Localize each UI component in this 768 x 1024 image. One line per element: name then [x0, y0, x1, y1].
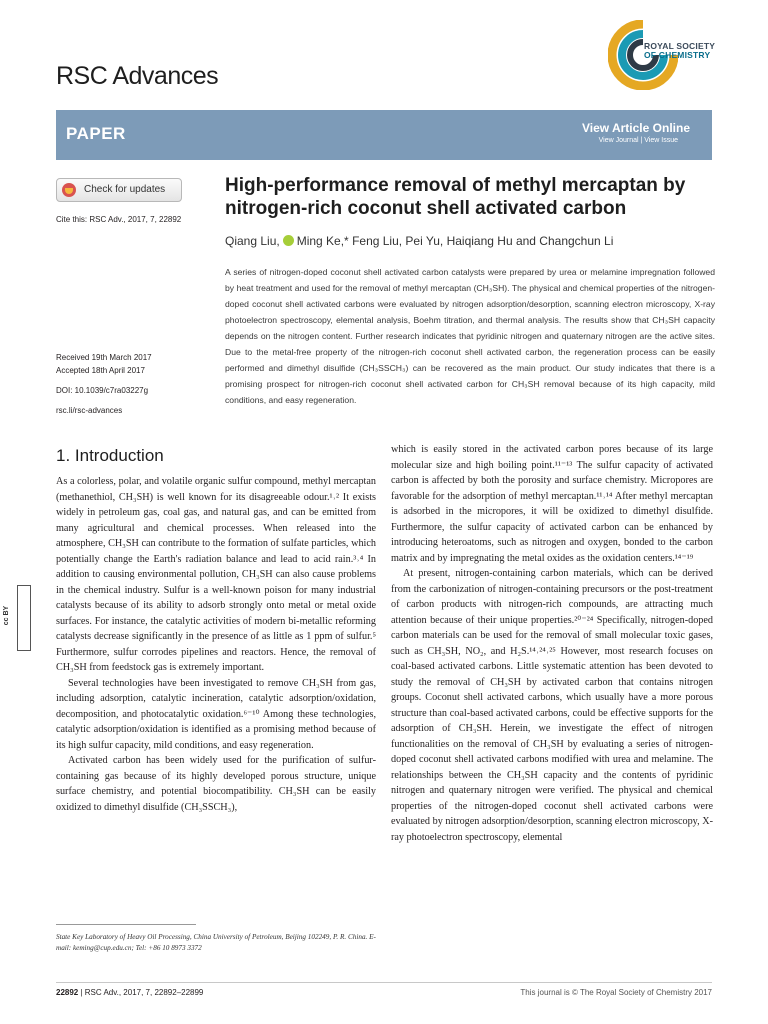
crossmark-icon — [62, 183, 76, 197]
footer-citation — [56, 988, 203, 997]
rsc-logo[interactable] — [608, 20, 718, 90]
cite-this: Cite this: RSC Adv., 2017, 7, 22892 — [56, 215, 182, 224]
logo-text — [644, 42, 715, 60]
page-number: 22892 — [56, 988, 79, 997]
logo-line-2: OF CHEMISTRY — [644, 50, 711, 60]
journal-url[interactable]: rsc.li/rsc-advances — [56, 406, 123, 415]
author-list — [225, 234, 613, 248]
body-column-right — [391, 442, 713, 845]
doi[interactable]: DOI: 10.1039/c7ra03227g — [56, 386, 149, 395]
logo-line-1: ROYAL SOCIETY — [644, 41, 716, 51]
cc-by-license-badge[interactable] — [3, 585, 31, 651]
cc-by-icon: cc BY — [3, 605, 11, 626]
paragraph: which is easily stored in the activated carbon pores because of its large molecular size and high boiling point.¹¹⁻¹³ The sulfur capacity of activated carbon is affected by both the porosity and surface chemistry. Micropores are favorable for the adsorption of methyl mercaptan.¹¹˒¹⁴ After methyl mercaptan is adsorbed in the micropores, it will be oxidized to dimethyl disulfide. Furthermore, the sulfur capacity of activated carbon can be enhanced by introducing heteroatoms, such as nitrogen and oxygen, bonded to the carbon matrix and by impregnating the metal oxides as the oxidation centers.¹⁴⁻¹⁹ — [391, 444, 713, 564]
check-for-updates-label: Check for updates — [84, 184, 166, 195]
footer-journal-ref: | RSC Adv., 2017, 7, 22892–22899 — [78, 988, 204, 997]
accepted-date: Accepted 18th April 2017 — [56, 366, 145, 375]
journal-title: RSC Advances — [56, 62, 219, 90]
footnote-divider — [56, 924, 196, 925]
author-first: Qiang Liu, — [225, 234, 280, 248]
view-article-online-link[interactable]: View Article Online — [581, 121, 690, 135]
paragraph: Activated carbon has been widely used for the purification of sulfur-containing gas because of its highly developed porous structure, unique surface chemistry, and potential biocompatibility. CH₃SH can be easily oxidized to dimethyl disulfide (CH₃SSCH₃), — [56, 755, 376, 813]
received-date: Received 19th March 2017 — [56, 353, 152, 362]
article-type-banner — [56, 110, 712, 160]
section-heading-introduction: 1. Introduction — [56, 446, 164, 465]
orcid-icon[interactable] — [283, 235, 294, 246]
abstract: A series of nitrogen-doped coconut shell activated carbon catalysts were prepared by urea or melamine impregnation followed by heat treatment and used for the removal of methyl mercaptan (CH₃SH). The physical and chemical properties of the nitrogen-doped coconut shell activated carbons were evaluated by nitrogen adsorption/desorption, scanning electron microscopy, X-ray photoelectron spectroscopy, elemental analysis, Boehm titration, and thermal analysis. The results show that CH₃SH capacity depends on the nitrogen content. Further research indicates that pyridinic nitrogen and quaternary nitrogen are the active sites. Due to the metal-free property of the nitrogen-rich coconut shell activated carbon, the regeneration process can be easily performed and dimethyl disulfide (CH₃SSCH₃) can be recovered as the main product. Our study indicates that there is a promising prospect for nitrogen-rich coconut shell activated carbon for CH₃SH removal because of its high capacity, mild conditions, and easy regeneration. — [225, 267, 715, 405]
footer-divider — [56, 982, 712, 983]
body-column-left — [56, 474, 376, 815]
affiliation-footnote: State Key Laboratory of Heavy Oil Processing, China University of Petroleum, Beijing 102249, P. R. China. E-mail: keming@cup.edu.cn; Tel: +86 10 8973 3372 — [56, 933, 376, 952]
paragraph: Several technologies have been investigated to remove CH₃SH from gas, including adsorption, catalytic incineration, catalytic adsorption/oxidation, decomposition, and photocatalytic oxidation.⁶⁻¹⁰ Among these technologies, catalytic adsorption/oxidation is identified as a promising method because of its high sulfur capacity, mild conditions, and easy regeneration. — [56, 677, 376, 751]
check-for-updates-button[interactable] — [56, 178, 182, 202]
footer-copyright: This journal is © The Royal Society of Chemistry 2017 — [520, 988, 712, 997]
article-type-label: PAPER — [66, 124, 126, 143]
paragraph: At present, nitrogen-containing carbon materials, which can be derived from the carbonization of nitrogen-containing precursors or the post-treatment of carbon products with nitrogen-rich compounds, are attracting much attention because of their unique properties.²⁰⁻²⁴ Specifically, nitrogen-doped carbon materials can be used for the removal of small molecular toxic gases, such as CH₃SH, NO₂, and H₂S.¹⁴˒²⁴˒²⁵ However, most research focuses on coal-based activated carbons. Little systematic attention has been devoted to study the removal of CH₃SH by activated carbon that contains nitrogen groups. Coconut shell activated carbons, which usually have a more porous structure than coal-based activated carbons, could be effective supports for the adsorption of CH₃SH. Herein, we investigate the effect of nitrogen functionalities on the removal of CH₃SH by evaluating a series of nitrogen-doped coconut shell activated carbons modified with urea and melamine. The relationships between the CH₃SH capacity and the contents of pyridinic nitrogen and quaternary nitrogen were verified. The physical and chemical properties of the nitrogen-doped coconut shell activated carbons were evaluated by nitrogen adsorption/desorption, scanning electron microscopy, X-ray photoelectron spectroscopy, elemental — [391, 568, 713, 843]
author-rest: Ming Ke,* Feng Liu, Pei Yu, Haiqiang Hu and Changchun Li — [296, 234, 614, 248]
article-title: High-performance removal of methyl mercaptan by nitrogen-rich coconut shell activated carbon — [225, 175, 686, 219]
view-journal-issue-links[interactable]: View Journal | View Issue — [598, 137, 678, 144]
paragraph: As a colorless, polar, and volatile organic sulfur compound, methyl mercaptan (methanethiol, CH₃SH) is well known for its disagreeable odour.¹˒² It exists widely in petroleum gas, coal gas, and natural gas, and can be emitted from many agricultural and chemical processes. When released into the atmosphere, CH₃SH can contribute to the formation of sulfate particles, which potentially change the Earth's radiation balance and lead to acid rain.³˒⁴ In addition to causing environmental pollution, CH₃SH can also cause problems in the chemical industry. Sulfur is a well-known poison for many industrial catalysts because of its ability to adsorb strongly onto metal or metal oxide surfaces. For instance, the catalytic activities of modern bi-metallic reforming catalysts decrease significantly in the presence of as little as 1 ppm of sulfur.⁵ Furthermore, sulfur corrodes pipelines and reactors. Hence, the removal of CH₃SH from feedstock gas is extremely important. — [56, 476, 376, 673]
